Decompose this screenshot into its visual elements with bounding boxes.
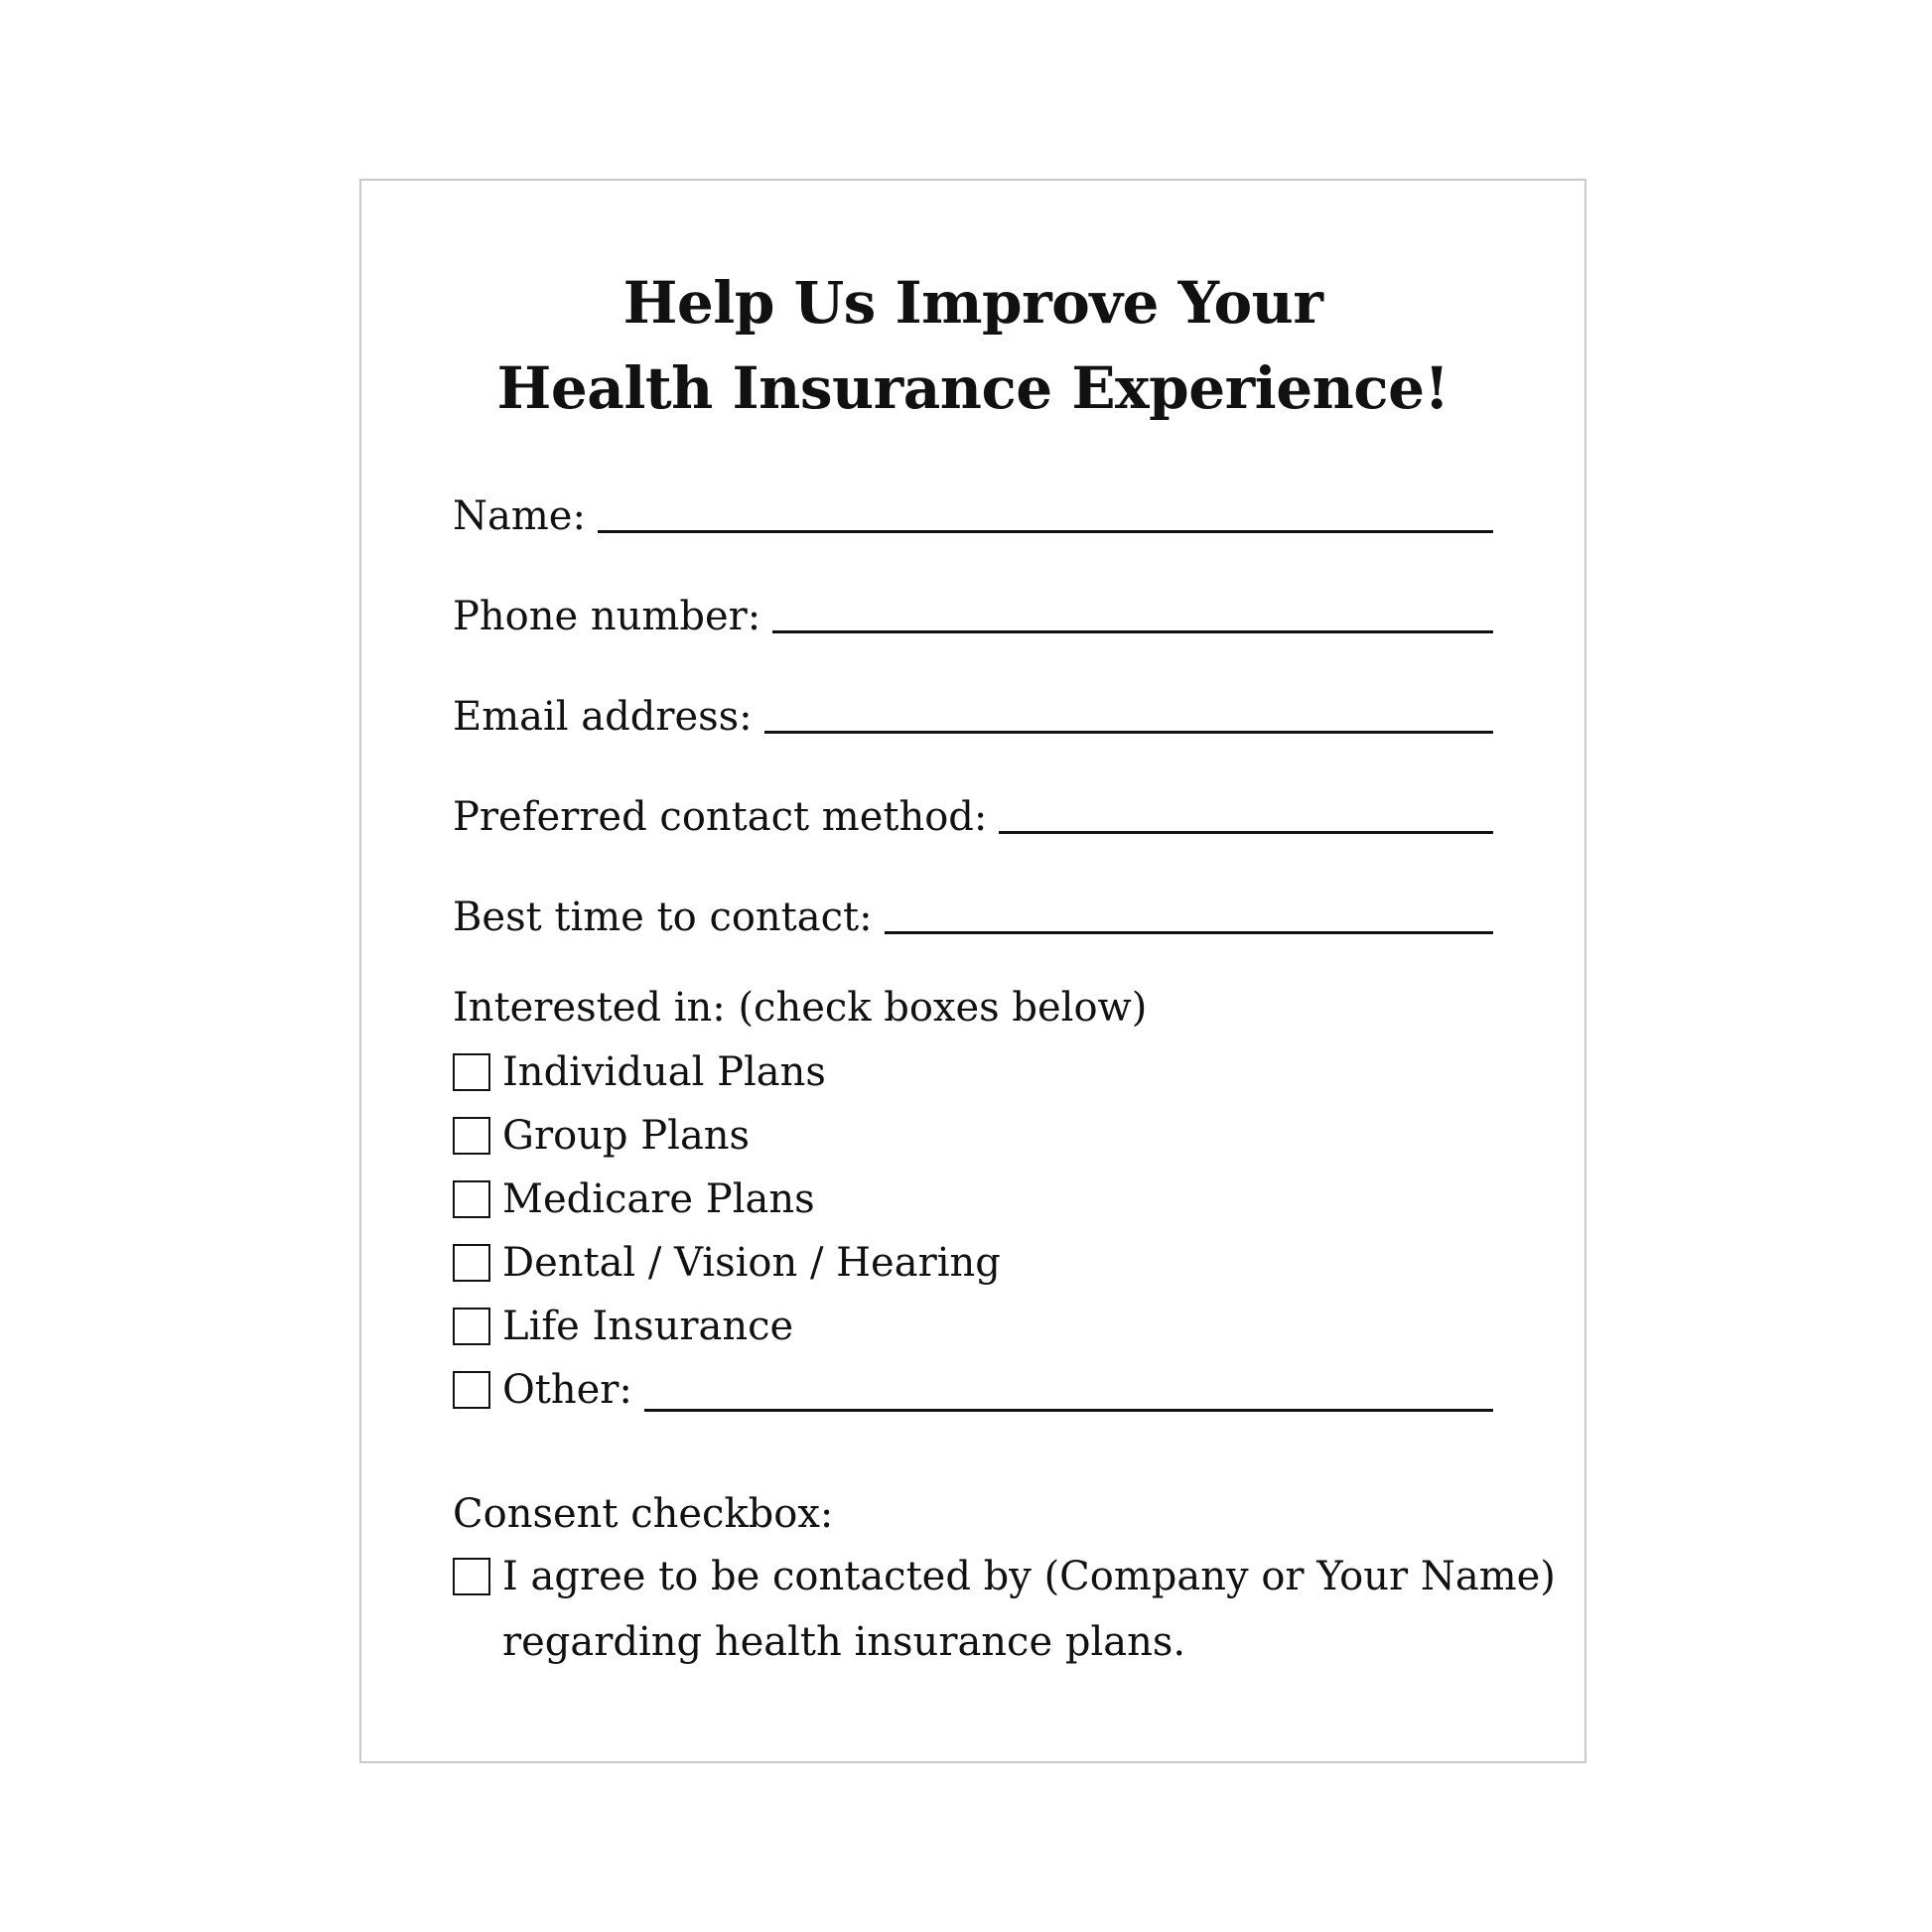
contact-method-line[interactable] bbox=[999, 831, 1493, 834]
option-dental[interactable] bbox=[453, 1235, 1493, 1291]
consent-option[interactable] bbox=[453, 1544, 1556, 1675]
name-line[interactable] bbox=[598, 530, 1493, 533]
life-label: Life Insurance bbox=[502, 1304, 794, 1349]
life-checkbox[interactable] bbox=[453, 1308, 490, 1345]
group-checkbox[interactable] bbox=[453, 1117, 490, 1155]
consent-text bbox=[502, 1544, 1556, 1675]
form-card bbox=[359, 179, 1587, 1763]
email-label: Email address: bbox=[453, 694, 753, 740]
name-label: Name: bbox=[453, 493, 586, 539]
group-label: Group Plans bbox=[502, 1113, 751, 1159]
email-line[interactable] bbox=[764, 731, 1493, 734]
best-time-label: Best time to contact: bbox=[453, 895, 873, 940]
name-field[interactable] bbox=[453, 480, 1493, 539]
title-line-1: Help Us Improve Your bbox=[622, 269, 1323, 337]
consent-line-1: I agree to be contacted by (Company or Your Name) bbox=[502, 1554, 1556, 1599]
title-line-2: Health Insurance Experience! bbox=[496, 354, 1449, 422]
dental-checkbox[interactable] bbox=[453, 1244, 490, 1282]
best-time-line[interactable] bbox=[885, 931, 1493, 934]
other-label: Other: bbox=[502, 1367, 632, 1413]
individual-checkbox[interactable] bbox=[453, 1053, 490, 1091]
option-individual[interactable] bbox=[453, 1044, 1493, 1100]
consent-heading: Consent checkbox: bbox=[453, 1491, 834, 1537]
other-checkbox[interactable] bbox=[453, 1371, 490, 1409]
option-other[interactable] bbox=[453, 1362, 1493, 1418]
contact-method-label: Preferred contact method: bbox=[453, 794, 988, 840]
email-field[interactable] bbox=[453, 680, 1493, 740]
phone-label: Phone number: bbox=[453, 594, 761, 639]
medicare-label: Medicare Plans bbox=[502, 1176, 815, 1222]
option-medicare[interactable] bbox=[453, 1172, 1493, 1227]
phone-field[interactable] bbox=[453, 580, 1493, 639]
interested-heading: Interested in: (check boxes below) bbox=[453, 985, 1148, 1031]
other-line[interactable] bbox=[644, 1409, 1493, 1412]
form-title bbox=[361, 260, 1585, 431]
best-time-field[interactable] bbox=[453, 881, 1493, 940]
contact-method-field[interactable] bbox=[453, 780, 1493, 840]
consent-line-2: regarding health insurance plans. bbox=[502, 1619, 1186, 1665]
option-group[interactable] bbox=[453, 1108, 1493, 1164]
option-life[interactable] bbox=[453, 1299, 1493, 1354]
dental-label: Dental / Vision / Hearing bbox=[502, 1240, 1001, 1286]
medicare-checkbox[interactable] bbox=[453, 1180, 490, 1218]
individual-label: Individual Plans bbox=[502, 1049, 826, 1095]
phone-line[interactable] bbox=[772, 630, 1493, 633]
consent-checkbox[interactable] bbox=[453, 1558, 490, 1595]
